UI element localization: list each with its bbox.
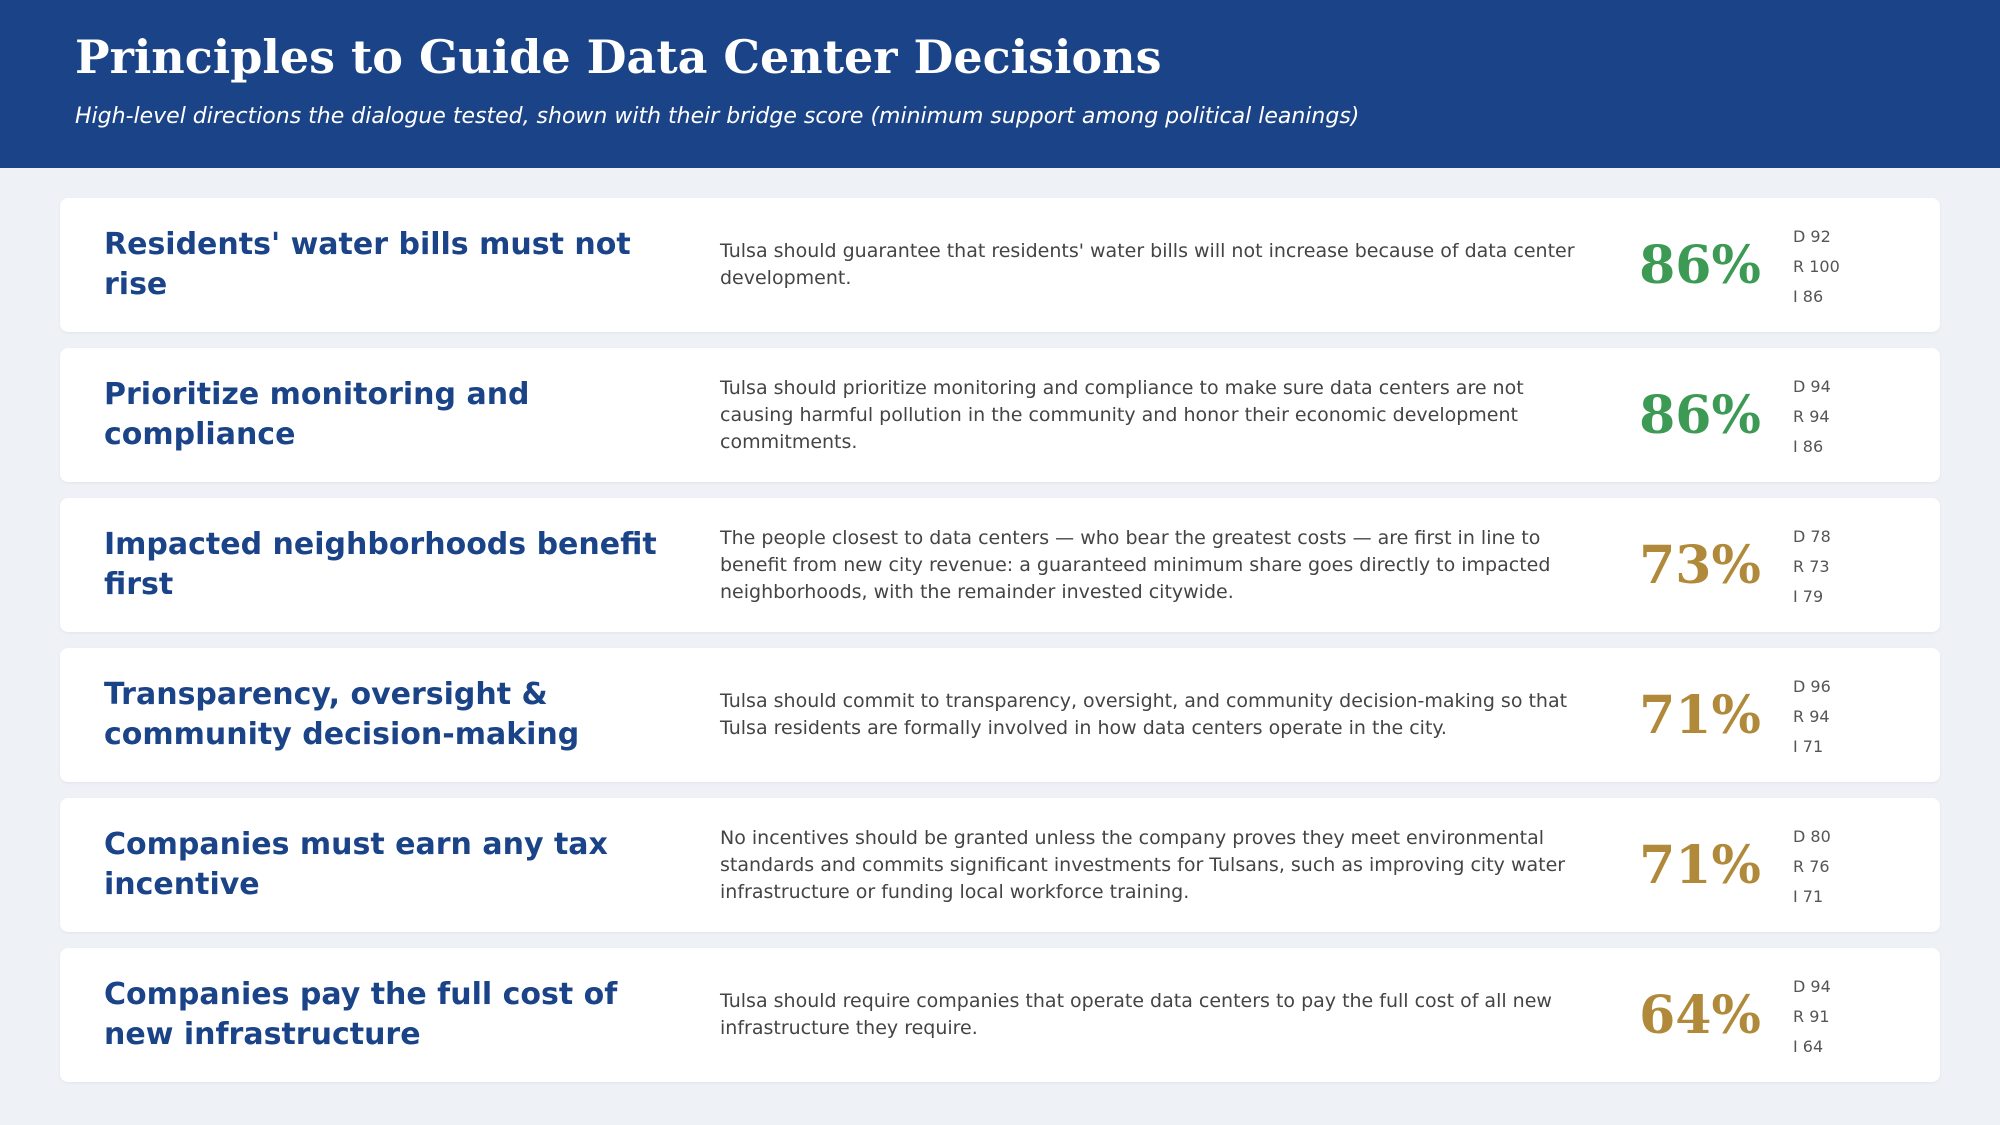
- principle-card: [60, 798, 1940, 932]
- principle-description: The people closest to data centers — who bear the greatest costs — are first in line to benefit from new city revenue: a guaranteed minimum share goes directly to impacted neighborhoods, with the remainder invested citywide.: [720, 526, 1551, 603]
- support-democrat: D 96: [1793, 677, 1831, 696]
- principle-description: Tulsa should commit to transparency, oversight, and community decision-making so that Tulsa residents are formally involved in how data centers operate in the city.: [720, 690, 1568, 739]
- principle-description: Tulsa should guarantee that residents' water bills will not increase because of data center development.: [720, 240, 1575, 289]
- principle-description: Tulsa should prioritize monitoring and compliance to make sure data centers are not causing harmful pollution in the community and honor their economic development commitments.: [720, 376, 1524, 453]
- bridge-score: 71%: [1639, 684, 1761, 746]
- principle-card: [60, 648, 1940, 782]
- principle-title: Transparency, oversight & community decision-making: [104, 677, 580, 752]
- page-header: [0, 0, 2000, 168]
- bridge-score: 73%: [1639, 534, 1761, 596]
- support-breakdown: [1793, 222, 1840, 312]
- support-democrat: D 92: [1793, 227, 1831, 246]
- support-independent: I 86: [1793, 287, 1824, 306]
- principle-description: Tulsa should require companies that operate data centers to pay the full cost of all new infrastructure they require.: [720, 990, 1552, 1039]
- principle-card: [60, 348, 1940, 482]
- page-subtitle: High-level directions the dialogue tested, shown with their bridge score (minimum support among political leanings): [75, 104, 1360, 129]
- principle-description: No incentives should be granted unless the company proves they meet environmental standards and commits significant investments for Tulsans, such as improving city water infrastructure or funding local workforce training.: [720, 826, 1566, 903]
- principle-title: Companies pay the full cost of new infrastructure: [104, 977, 618, 1052]
- support-republican: R 94: [1793, 707, 1830, 726]
- support-democrat: D 78: [1793, 527, 1831, 546]
- page-title: Principles to Guide Data Center Decisions: [75, 30, 1162, 84]
- principle-title: Companies must earn any tax incentive: [104, 827, 608, 902]
- support-independent: I 64: [1793, 1037, 1824, 1056]
- support-democrat: D 80: [1793, 827, 1831, 846]
- bridge-score: 86%: [1639, 234, 1761, 296]
- bridge-score: 71%: [1639, 834, 1761, 896]
- principle-card: [60, 198, 1940, 332]
- support-breakdown: [1793, 822, 1831, 912]
- principle-title: Residents' water bills must not rise: [104, 227, 631, 302]
- support-democrat: D 94: [1793, 377, 1831, 396]
- support-independent: I 86: [1793, 437, 1824, 456]
- principle-card: [60, 948, 1940, 1082]
- support-republican: R 94: [1793, 407, 1830, 426]
- support-republican: R 73: [1793, 557, 1830, 576]
- support-breakdown: [1793, 372, 1831, 462]
- support-republican: R 76: [1793, 857, 1830, 876]
- support-republican: R 100: [1793, 257, 1840, 276]
- support-democrat: D 94: [1793, 977, 1831, 996]
- support-breakdown: [1793, 972, 1831, 1062]
- support-independent: I 79: [1793, 587, 1824, 606]
- support-independent: I 71: [1793, 737, 1824, 756]
- support-breakdown: [1793, 522, 1831, 612]
- principles-list: [0, 168, 2000, 1082]
- support-republican: R 91: [1793, 1007, 1830, 1026]
- support-independent: I 71: [1793, 887, 1824, 906]
- principle-title: Prioritize monitoring and compliance: [104, 377, 530, 452]
- principle-title: Impacted neighborhoods benefit first: [104, 527, 657, 602]
- bridge-score: 64%: [1639, 984, 1761, 1046]
- support-breakdown: [1793, 672, 1831, 762]
- principle-card: [60, 498, 1940, 632]
- bridge-score: 86%: [1639, 384, 1761, 446]
